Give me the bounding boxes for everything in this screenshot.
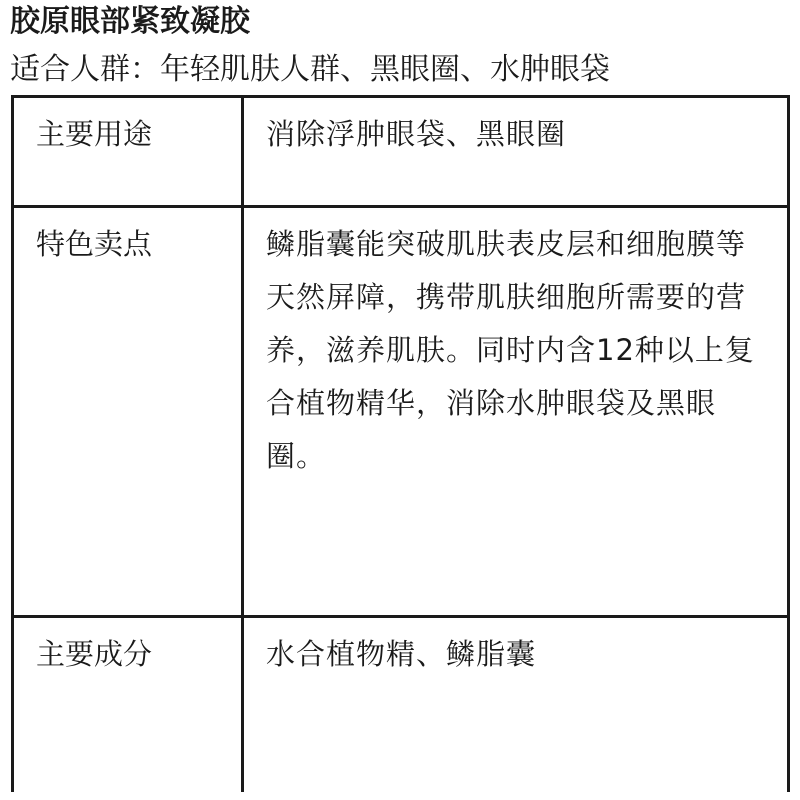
row-value-ingredients: 水合植物精、鳞脂囊 [243,617,789,792]
target-audience: 适合人群：年轻肌肤人群、黑眼圈、水肿眼袋 [10,52,610,87]
product-title: 胶原眼部紧致凝胶 [10,4,250,39]
row-value-selling-points: 鳞脂囊能突破肌肤表皮层和细胞膜等天然屏障，携带肌肤细胞所需要的营养，滋养肌肤。同时内含12种以上复合植物精华，消除水肿眼袋及黑眼圈。 [243,207,789,617]
row-label-selling-points: 特色卖点 [13,207,243,617]
row-value-usage: 消除浮肿眼袋、黑眼圈 [243,97,789,207]
product-spec-table [11,95,790,792]
table-row [13,617,789,792]
table-row [13,97,789,207]
row-label-ingredients: 主要成分 [13,617,243,792]
row-label-usage: 主要用途 [13,97,243,207]
table-row [13,207,789,617]
